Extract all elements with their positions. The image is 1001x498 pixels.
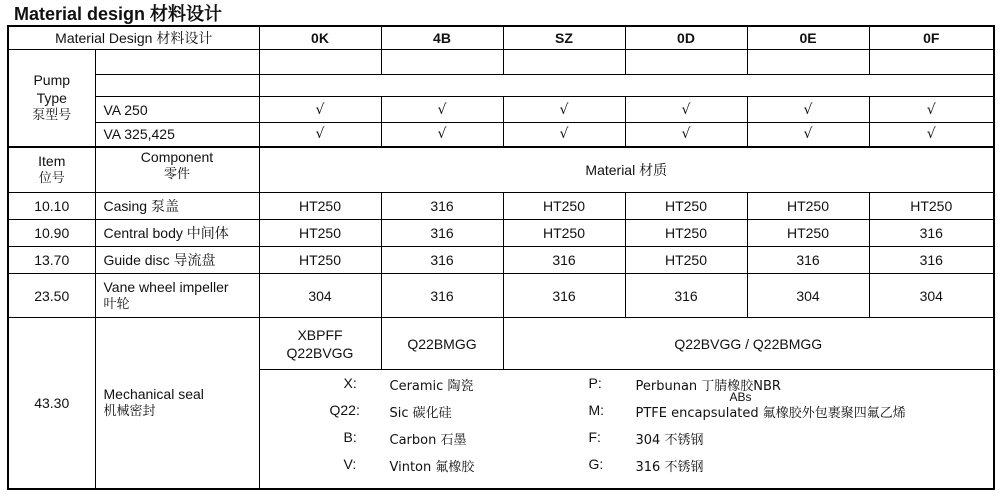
material-cell: 316 [381, 247, 503, 274]
material-cell: 316 [381, 274, 503, 318]
pump-row [8, 123, 994, 147]
component-header: Component 零件 [95, 147, 259, 193]
material-cell: 316 [869, 220, 994, 247]
legend-code: M: [588, 402, 605, 418]
material-cell: HT250 [503, 193, 625, 220]
legend-code: P: [588, 375, 602, 391]
pump-mark [869, 50, 994, 75]
check-mark: √ [869, 97, 994, 123]
check-mark: √ [869, 123, 994, 147]
component-header-row [8, 147, 994, 193]
material-cell: 304 [869, 274, 994, 318]
material-cell: HT250 [869, 193, 994, 220]
item-number: 13.70 [8, 247, 95, 274]
pump-model: VA 325,425 [95, 123, 259, 147]
pump-type-label: Pump Type 泵型号 [8, 50, 95, 147]
material-legend [259, 370, 994, 490]
legend-desc: Perbunan 丁腈橡胶NBR [635, 379, 781, 394]
component-name: Central body 中间体 [95, 220, 259, 247]
seal-code: Q22BMGG [381, 318, 503, 370]
check-mark: √ [381, 123, 503, 147]
seal-code: Q22BVGG / Q22BMGG [503, 318, 994, 370]
pump-row [8, 75, 994, 97]
component-name: Guide disc 导流盘 [95, 247, 259, 274]
legend-desc: Vinton 氟橡胶 [389, 460, 475, 475]
material-cell: 316 [503, 274, 625, 318]
material-cell: 304 [747, 274, 869, 318]
component-name: Casing 泵盖 [95, 193, 259, 220]
legend-note: ABs [729, 390, 752, 404]
table-row [8, 274, 994, 318]
material-cell: HT250 [747, 220, 869, 247]
item-number: 10.90 [8, 220, 95, 247]
material-design-table [7, 25, 995, 490]
material-cell: 304 [259, 274, 381, 318]
legend-code: F: [588, 429, 601, 445]
legend-code: V: [343, 456, 357, 472]
code-0e: 0E [747, 26, 869, 50]
code-0f: 0F [869, 26, 994, 50]
material-cell: 316 [869, 247, 994, 274]
material-cell: HT250 [625, 247, 747, 274]
code-4b: 4B [381, 26, 503, 50]
table-row [8, 193, 994, 220]
pump-mark [747, 50, 869, 75]
component-name: Mechanical seal 机械密封 [95, 318, 259, 490]
item-header: Item 位号 [8, 147, 95, 193]
pump-mark [259, 50, 381, 75]
page-title: Material design 材料设计 [14, 4, 223, 24]
pump-model [95, 75, 259, 97]
check-mark: √ [259, 97, 381, 123]
seal-row [8, 318, 994, 370]
pump-mark [381, 50, 503, 75]
check-mark: √ [625, 97, 747, 123]
code-0d: 0D [625, 26, 747, 50]
material-cell: 316 [503, 247, 625, 274]
header-label: Material Design 材料设计 [8, 26, 259, 50]
material-cell: 316 [381, 220, 503, 247]
material-cell: HT250 [259, 247, 381, 274]
check-mark: √ [381, 97, 503, 123]
legend-desc: Carbon 石墨 [389, 433, 467, 448]
check-mark: √ [259, 123, 381, 147]
pump-row [8, 50, 994, 75]
legend-desc: 304 不锈钢 [635, 433, 704, 448]
pump-mark [625, 50, 747, 75]
pump-model: VA 250 [95, 97, 259, 123]
legend-code: X: [343, 375, 357, 391]
check-mark: √ [747, 123, 869, 147]
material-cell: 316 [747, 247, 869, 274]
legend-desc: PTFE encapsulated 氟橡胶外包裹聚四氟乙烯 [635, 406, 906, 421]
check-mark: √ [747, 97, 869, 123]
material-cell: HT250 [259, 193, 381, 220]
check-mark: √ [625, 123, 747, 147]
legend-code: B: [343, 429, 357, 445]
material-header: Material 材质 [259, 147, 994, 193]
pump-model [95, 50, 259, 75]
item-number: 43.30 [8, 318, 95, 490]
material-cell: HT250 [747, 193, 869, 220]
legend-desc: 316 不锈钢 [635, 460, 704, 475]
check-mark: √ [503, 97, 625, 123]
material-cell: HT250 [503, 220, 625, 247]
legend-desc: Sic 碳化硅 [389, 406, 452, 421]
code-0k: 0K [259, 26, 381, 50]
table-row [8, 220, 994, 247]
item-number: 10.10 [8, 193, 95, 220]
legend-code: G: [588, 456, 604, 472]
item-number: 23.50 [8, 274, 95, 318]
material-cell: 316 [381, 193, 503, 220]
legend-code: Q22: [329, 402, 360, 418]
material-cell: 316 [625, 274, 747, 318]
material-cell: HT250 [625, 220, 747, 247]
pump-mark [503, 50, 625, 75]
component-name: Vane wheel impeller 叶轮 [95, 274, 259, 318]
seal-code: XBPFF Q22BVGG [259, 318, 381, 370]
material-cell: HT250 [625, 193, 747, 220]
table-row [8, 247, 994, 274]
material-cell: HT250 [259, 220, 381, 247]
pump-mark [259, 75, 994, 97]
header-row [8, 26, 994, 50]
check-mark: √ [503, 123, 625, 147]
code-sz: SZ [503, 26, 625, 50]
legend-desc: Ceramic 陶瓷 [389, 379, 474, 394]
pump-row [8, 97, 994, 123]
